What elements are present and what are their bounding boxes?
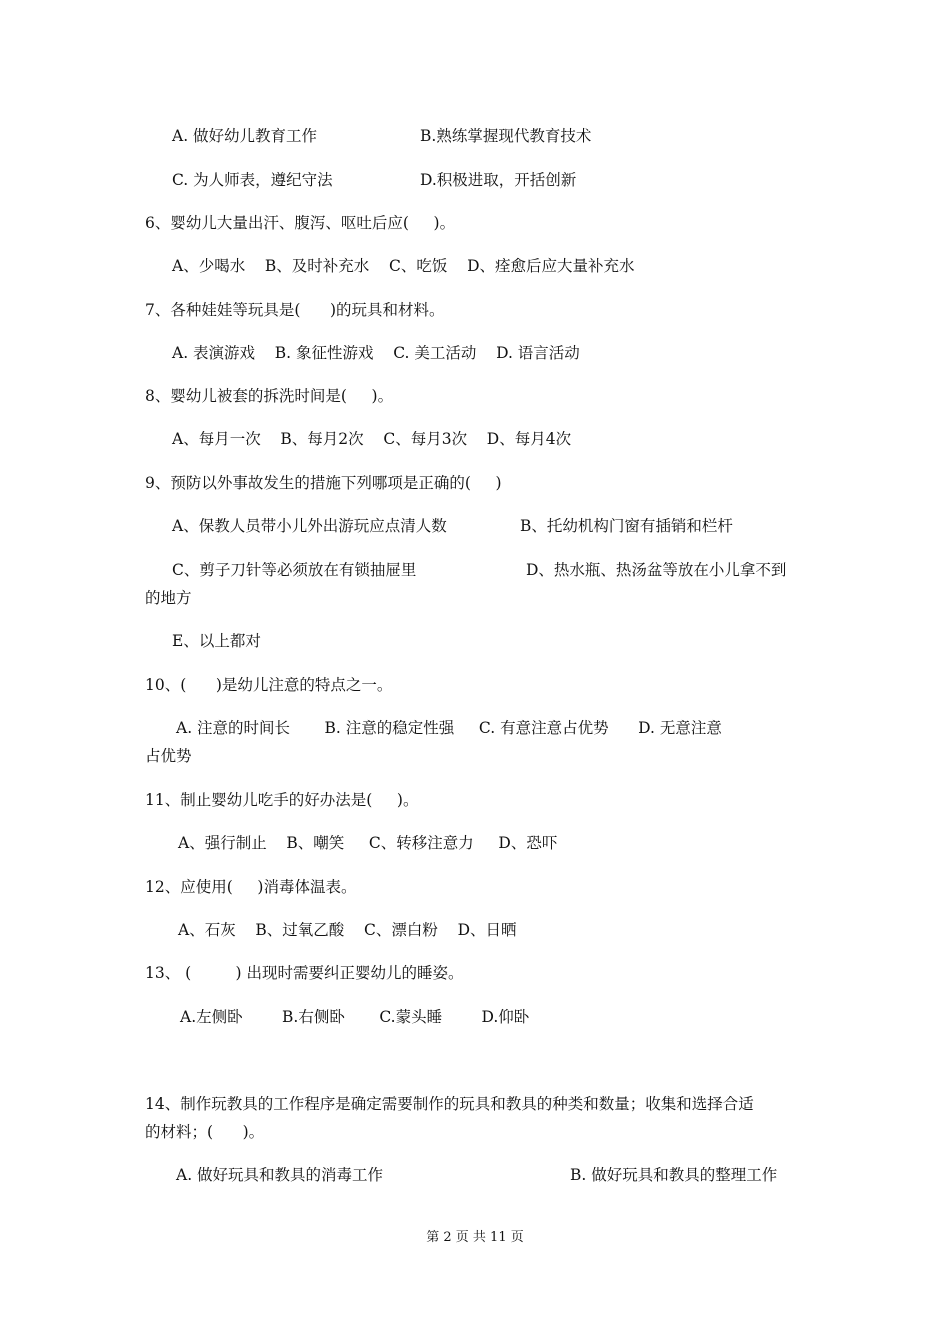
question-12-options: A、石灰 B、过氧乙酸 C、漂白粉 D、日晒 [178, 921, 517, 939]
page-footer: 第 2 页 共 11 页 [426, 1230, 524, 1245]
option-b: B.熟练掌握现代教育技术 [420, 127, 592, 145]
question-14: 14、制作玩教具的工作程序是确定需要制作的玩具和教具的种类和数量；收集和选择合适 [145, 1095, 754, 1113]
question-13-options: A.左侧卧 B.右侧卧 C.蒙头睡 D.仰卧 [180, 1008, 530, 1026]
question-12: 12、应使用( )消毒体温表。 [145, 878, 357, 896]
question-9-option-b: B、托幼机构门窗有插销和栏杆 [520, 517, 733, 535]
question-9-option-c: C、剪子刀针等必须放在有锁抽屉里 [172, 561, 417, 579]
option-d: D.积极进取，开括创新 [420, 171, 577, 189]
question-7-options: A. 表演游戏 B. 象征性游戏 C. 美工活动 D. 语言活动 [172, 344, 580, 362]
question-14-option-b: B. 做好玩具和教具的整理工作 [570, 1166, 778, 1184]
question-10-options-continued: 占优势 [145, 747, 192, 765]
question-11: 11、制止婴幼儿吃手的好办法是( )。 [145, 791, 419, 809]
question-14-option-a: A. 做好玩具和教具的消毒工作 [176, 1166, 384, 1184]
question-9-option-e: E、以上都对 [172, 632, 261, 650]
question-10-options: A. 注意的时间长 B. 注意的稳定性强 C. 有意注意占优势 D. 无意注意 [176, 719, 722, 737]
question-11-options: A、强行制止 B、嘲笑 C、转移注意力 D、恐吓 [178, 834, 558, 852]
question-6: 6、婴幼儿大量出汗、腹泻、呕吐后应( )。 [145, 214, 456, 232]
question-9-option-a: A、保教人员带小儿外出游玩应点清人数 [172, 517, 447, 535]
question-9: 9、预防以外事故发生的措施下列哪项是正确的( ) [145, 474, 502, 492]
question-10: 10、( )是幼儿注意的特点之一。 [145, 676, 393, 694]
question-7: 7、各种娃娃等玩具是( )的玩具和材料。 [145, 301, 445, 319]
question-9-option-d-continued: 的地方 [145, 589, 192, 607]
question-13: 13、 ( ) 出现时需要纠正婴幼儿的睡姿。 [145, 964, 464, 982]
option-a: A. 做好幼儿教育工作 [172, 127, 318, 145]
question-8-options: A、每月一次 B、每月2次 C、每月3次 D、每月4次 [172, 430, 572, 448]
question-9-option-d: D、热水瓶、热汤盆等放在小儿拿不到 [526, 561, 787, 579]
question-8: 8、婴幼儿被套的拆洗时间是( )。 [145, 387, 394, 405]
question-14-continued: 的材料；( )。 [145, 1123, 265, 1141]
question-6-options: A、少喝水 B、及时补充水 C、吃饭 D、痊愈后应大量补充水 [172, 257, 635, 275]
option-c: C. 为人师表，遵纪守法 [172, 171, 333, 189]
